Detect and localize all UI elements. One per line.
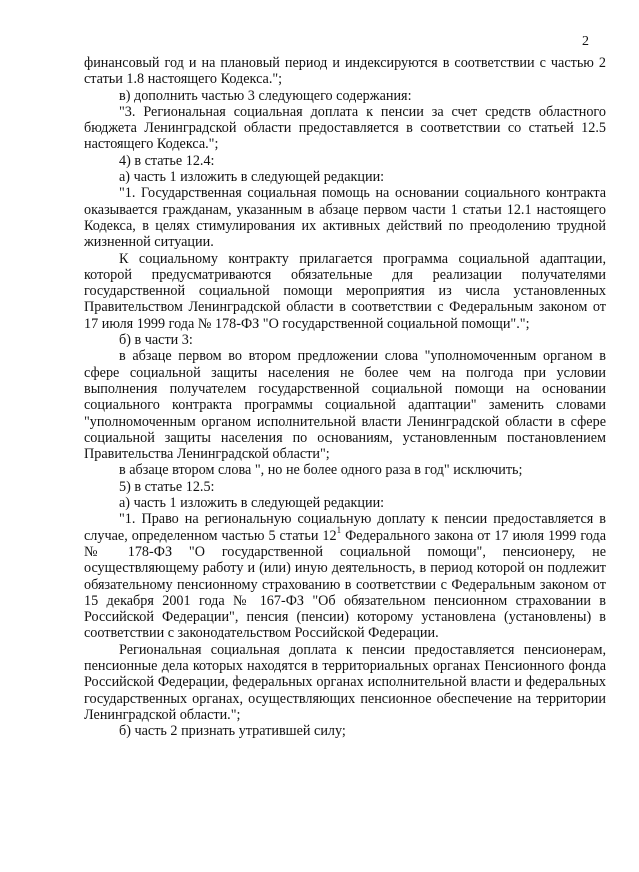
paragraph-text: Федерального закона от 17 июля 1999 года № 178-ФЗ "О государственной социальной помощи", пенсионеру, не осуществляющему работу и (или) иную деятельность, в период которой он подлежит обязательному пенсионному страхованию в соответствии с Федеральным законом от 15 декабря 2001 года № 167-ФЗ "Об обязательном пенсионном страховании в Российской Федерации", пенсия (пенсии) которому установлена (установлены) в соответствии с законодательством Российской Федерации. (84, 527, 606, 642)
paragraph-text: "1. Право на региональную социальную доплату к пенсии предоставляется в случае, определенном частью 5 статьи 12 (84, 511, 606, 544)
paragraph: б) в части 3: (119, 332, 193, 349)
superscript: 1 (336, 524, 342, 535)
paragraph: б) часть 2 признать утратившей силу; (119, 723, 346, 740)
paragraph: 4) в статье 12.4: (119, 152, 215, 169)
paragraph: финансовый год и на плановый период и индексируются в соответствии с частью 2 статьи 1.8 настоящего Кодекса."; (84, 55, 606, 88)
paragraph: К социальному контракту прилагается программа социальной адаптации, которой предусматриваются обязательные для реализации получателями государственной социальной помощи мероприятия из числа установленных Правительством Ленинградской области в соответствии с Федеральным законом от 17 июля 1999 года № 178-ФЗ "О государственной социальной помощи"."; (84, 250, 606, 332)
paragraph: а) часть 1 изложить в следующей редакции: (119, 169, 385, 186)
paragraph: в абзаце втором слова ", но не более одного раза в год" исключить; (119, 462, 523, 479)
document-body (84, 55, 606, 739)
paragraph: Региональная социальная доплата к пенсии предоставляется пенсионерам, пенсионные дела которых находятся в территориальных органах Пенсионного фонда Российской Федерации, федеральных органах исполнительной власти и федеральных государственных органах, осуществляющих пенсионное обеспечение на территории Ленинградской области."; (84, 641, 606, 723)
paragraph: а) часть 1 изложить в следующей редакции: (119, 495, 385, 512)
paragraph: "1. Государственная социальная помощь на основании социального контракта оказывается гражданам, указанным в абзаце первом части 1 статьи 12.1 настоящего Кодекса, в целях стимулирования их активных действий по преодолению трудной жизненной ситуации. (84, 185, 606, 251)
paragraph: "3. Региональная социальная доплата к пенсии за счет средств областного бюджета Ленинградской области предоставляется в соответствии со статьей 12.5 настоящего Кодекса."; (84, 103, 606, 153)
paragraph: в абзаце первом во втором предложении слова "уполномоченным органом в сфере социальной защиты населения не более чем на полгода при условии выполнения получателем государственной социальной помощи на основании социального контракта программы социальной адаптации" заменить словами "уполномоченным органом исполнительной власти Ленинградской области в сфере социальной защиты населения по основаниям, установленным постановлением Правительства Ленинградской области"; (84, 348, 606, 463)
paragraph-with-superscript (84, 511, 606, 641)
page-number: 2 (582, 34, 589, 49)
paragraph: в) дополнить частью 3 следующего содержания: (119, 87, 412, 104)
paragraph: 5) в статье 12.5: (119, 478, 215, 495)
